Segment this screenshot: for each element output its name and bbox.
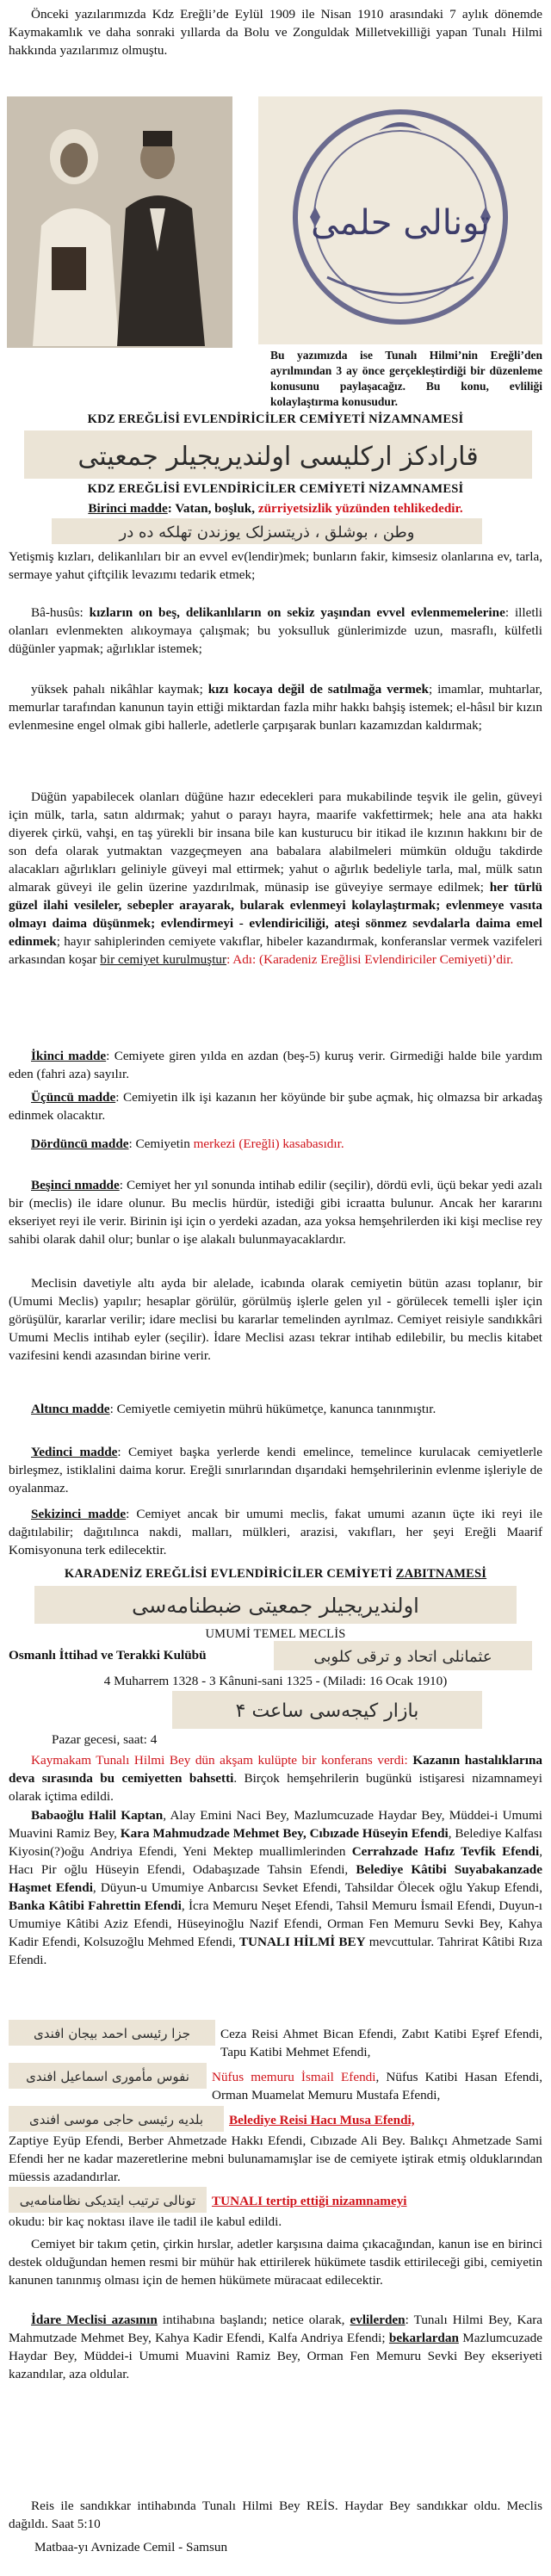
- paragraph-dugun: [9, 788, 542, 969]
- ottoman-strip-9-art: [9, 2187, 207, 2213]
- date-line-text: 4 Muharrem 1328 - 3 Kânuni-sani 1325 - (Miladi: 16 Ocak 1910): [103, 1674, 448, 1688]
- closing-2-text-2: : Tunalı Hilmi Bey, Kara Mahmutzade Mehmet Bey, Kahya Kadir Efendi, Kalfa Andriya Efendi;: [9, 2313, 543, 2345]
- attendees-paragraph: [9, 1806, 542, 1969]
- ottoman-strip-8-art: [9, 2106, 224, 2132]
- ceza-line: [220, 2025, 542, 2061]
- ottoman-title-strip-1-text: قارادکز ارکلیسی اولندیریجیلر جمعیتی: [77, 442, 479, 472]
- sunday-line: [52, 1731, 396, 1749]
- article-7-text: : Cemiyet başka yerlerde kendi emelince, temelince kurulacak cemiyetlerle birleşmez, istiklalini daima korur. Ereğli sınırlarından dışarıdaki hemşehrilerinin evlenme işleriyle de oyalanmaz.: [9, 1445, 542, 1495]
- ottoman-strip-3-text: اولندیریجیلر جمعیتی ضبطنامه‌سی: [132, 1594, 419, 1618]
- ottoman-strip-4: [274, 1641, 532, 1670]
- ottoman-strip-3: [34, 1586, 517, 1624]
- ottoman-strip-6-text: جزا رئیسی احمد بیجان افندی: [33, 2026, 191, 2041]
- article-4-text: : Cemiyetin: [128, 1136, 194, 1151]
- ottoman-strip-7: [9, 2063, 207, 2089]
- article-4-label: Dördüncü madde: [31, 1136, 129, 1151]
- ottoman-title-strip-1-art: [24, 430, 532, 479]
- photo-caption: [270, 348, 542, 410]
- evlilerden-label: evlilerden: [350, 2313, 406, 2327]
- bekarlardan-label: bekarlardan: [388, 2331, 459, 2345]
- attendees-text-1: , Alay Emini Naci Bey, Mazlumcuzade Haydar Bey, Müddei-i Umumi Muavini Ramiz Bey,: [9, 1808, 542, 1841]
- belediye-paragraph: [9, 2132, 542, 2186]
- lead-rest-text: . Birçok hemşehrilerin bugünkü istişaresi nizamnameyi olarak içtima edildi.: [9, 1771, 543, 1804]
- ottoman-strip-2-text: وطن ، بوشلق ، ذریتسزلک یوزندن تهلکه ده در: [119, 523, 415, 542]
- heading-zabitname-text: KARADENİZ EREĞLİSİ EVLENDİRİCİLER CEMİYETİ: [64, 1567, 396, 1581]
- imprint-line: [34, 2538, 534, 2556]
- date-line: [9, 1672, 542, 1690]
- belediye-red-text: Belediye Reisi Hacı Musa Efendi,: [229, 2113, 415, 2127]
- bilhusus-rest: : illetli olanları evlenmekten alıkoymaya çalışmak; bu yoksulluk günlerimizde uzun, masraflı, külfetli düğünler yapmak; ağırlıklar istemek;: [9, 605, 542, 656]
- ottoman-strip-4-text: عثمانلی اتحاد و ترقی کلوبی: [313, 1648, 492, 1666]
- heading-nizamname-2: [0, 482, 551, 497]
- tertip-red-text: TUNALI tertip ettiği nizamnameyi: [212, 2194, 407, 2208]
- ottoman-strip-5-art: [172, 1691, 482, 1729]
- closing-paragraph-3-text: Reis ile sandıkkar intihabında Tunalı Hilmi Bey REİS. Haydar Bey sandıkkar oldu. Meclis dağıldı. Saat 5:10: [9, 2499, 542, 2531]
- tertip-red-line: [212, 2192, 542, 2210]
- heading-zabitname-underlined: ZABITNAMESİ: [395, 1567, 487, 1581]
- article-6-text: : Cemiyetle cemiyetin mührü hükümetçe, kanunca tanınmıştır.: [109, 1402, 436, 1416]
- ottoman-strip-4-art: [274, 1641, 532, 1670]
- ottoman-strip-5: [172, 1691, 482, 1729]
- attendees-bold-4: Banka Kâtibi Fahrettin Efendi: [9, 1898, 182, 1913]
- belediye-rest-text: Zaptiye Eyüp Efendi, Berber Ahmetzade Hakkı Efendi, Cıbızade Ali Bey. Balıkçı Ahmetzade Sami Efendi her ne kadar mazeretlerine mebni bulunamamışlar ise de cemiyete iştirak etmiş olduklarından müessis azadandırlar.: [9, 2133, 542, 2184]
- ottoman-strip-2: [52, 518, 482, 544]
- ottoman-strip-6-art: [9, 2020, 215, 2046]
- article-7-label: Yedinci madde: [31, 1445, 118, 1459]
- belediye-red-line: [229, 2111, 542, 2129]
- ottoman-strip-9: [9, 2187, 207, 2213]
- paragraph-bilhusus: [9, 604, 542, 658]
- ottoman-strip-7-art: [9, 2063, 207, 2089]
- seal-image: [258, 96, 542, 344]
- article-5-paragraph-2-text: Meclisin davetiyle altı ayda bir alelade, icabında olarak cemiyetin bütün azası toplanır, bir (Umumi Meclis) yapılır; hesaplar görülür, görülmüş işlerle gelen yıl - görülecek temelli işler için görüşülür, kararlar verilir; idare meclisi bu kararlar temelinden ayrılmaz. Cemiyet reisiyle sandıkkâri Umumi Meclis intihab eyler (seçilir). İdare Meclisi azası tekrar intihab edilebilir, bu meclis kitabet vazifesini kendi azasından birine verir.: [9, 1276, 542, 1363]
- imprint-text: Matbaa-yı Avnizade Cemil - Samsun: [34, 2540, 228, 2554]
- seal-calligraphy: تونالی حلمی: [311, 203, 490, 243]
- tertip-rest-text: okudu: bir kaç noktası ilave ile tadil ile kabul edildi.: [9, 2214, 282, 2229]
- attendees-bold-1: Kara Mahmudzade Mehmet Bey, Cıbızade Hüseyin Efendi: [120, 1826, 449, 1841]
- dugun-rest: ; hayır sahiplerinden cemiyete vakıflar, hibeler kazandırmak, konferanslar vermek vazifeleri arkasından koşar: [9, 934, 542, 967]
- ottoman-seal: [258, 96, 542, 344]
- club-name-text: Osmanlı İttihad ve Terakki Kulübü: [9, 1648, 207, 1663]
- article-8: [9, 1505, 542, 1559]
- closing-paragraph-1: [9, 2235, 542, 2289]
- dugun-text: Düğün yapabilecek olanları düğüne hazır edecekleri para mukabilinde teşvik ile gelin, güveyi için mülk, tarla, satın aldırmak; yahut o parayı hayra, maarife vakfettirmek; hele ana ata hakkı diyerek çirkü, vahşi, en taş yürekli bir insana bile kan kusturucu bir itikad ile kızının hakkını bir de son defa olarak yutmaktan vazgeçmeyen ana babalara alabilmeleri mümkün olduğu takdirde alacakları ağırlıkları geliniyle güveyi mal ettirmek; yahut o ağırlık bedeliyle tarla, mal, mülk satın almarak güveyi ile gelin üzerine yazdırılmak, münasip ise güveyiye sermaye edilmek;: [9, 790, 542, 895]
- heading-nizamname-1: [0, 412, 551, 427]
- ottoman-title-strip-1: [24, 430, 532, 479]
- mehr-rest: ; imamlar, muhtarlar, memurlar tarafından kanunun tayin ettiği miktardan fazla mihr hakkı bahşiş istemek; el-hâsıl bir kızın evlenmesine engel olmak gibi hallerle, adetlerle çarpışarak bunları kazamızdan kaldırmak;: [9, 682, 542, 733]
- closing-paragraph-1-text: Cemiyet bir takım çetin, çirkin hırslar, adetler karşısına daima çıkacağından, kanun ise en birinci destek olduğundan hemen resmi bir mühür hak ettirilerek hükümete tasdik ettirileceği gibi, cemiyetin kanunen tanınmış olması için de hemen hükümete müracaat edilecektir.: [9, 2237, 542, 2288]
- lead-red-text: Kaymakam Tunalı Hilmi Bey dün akşam kulüpte bir konferans verdi:: [31, 1753, 408, 1768]
- attendees-text-3: , Hacı Pir oğlu Hüseyin Efendi, Odabaşızade Tahsin Efendi,: [9, 1844, 542, 1877]
- paragraph-youth-text: Yetişmiş kızları, delikanlıları bir an evvel ev(lendir)mek; bunların fakir, kimsesiz olanlarına ev, tarla, sermaye yahut çiftçilik levazımı tedarik etmek;: [9, 549, 542, 582]
- ottoman-strip-3-art: [34, 1586, 517, 1624]
- article-1-red-text: zürriyetsizlik yüzünden tehlikededir.: [257, 501, 463, 516]
- attendees-text-2: , Belediye Kalfası Kiyosin(?)oğu Andriya Efendi, Yeni Mektep muallimlerinden: [9, 1826, 542, 1859]
- closing-2-text-3: Mazlumcuzade Haydar Bey, Müddei-i Umumi Muavini Ramiz Bey, Orman Fen Memuru Sevki Bey ekseriyeti kazandılar, aza oldular.: [9, 2331, 543, 2381]
- article-8-label: Sekizinci madde: [31, 1507, 127, 1521]
- intro-text: Önceki yazılarımızda Kdz Ereğli’de Eylül 1909 ile Nisan 1910 arasındaki 7 aylık dönemde Kaymakamlık ve daha sonraki yıllarda da Bolu ve Zonguldak Milletvekilliği yapan Tunalı Hilmi hakkında yazılarımız olmuştu.: [9, 7, 542, 58]
- dugun-underlined: bir cemiyet kurulmuştur: [100, 952, 227, 967]
- article-7: [9, 1443, 542, 1497]
- attendees-bold-3: Belediye Kâtibi Suyabakanzade Haşmet Efendi: [9, 1862, 542, 1895]
- attendees-text-6: mevcuttular. Tahrirat Kâtibi Rıza Efendi.: [9, 1935, 542, 1967]
- intro-paragraph: [9, 5, 542, 59]
- article-8-text: : Cemiyet ancak bir umumi meclis, fakat umumi azanın üçte iki reyi ile dağıtılabilir; dağıtılınca nakdi, malları, mülkleri, arazisi, vakıfları, her şeyi Ereğli Maarif Komisyonuna terk edilecektir.: [9, 1507, 542, 1557]
- heading-zabitname: [0, 1567, 551, 1582]
- paragraph-mehr: [9, 680, 542, 734]
- article-1: [9, 499, 542, 517]
- nufus-red-text: Nüfus memuru İsmail Efendi: [212, 2070, 376, 2084]
- ottoman-strip-9-text: تونالی ترتیب ایتدیکی نظامنامه‌یی: [19, 2193, 196, 2208]
- article-1-text: : Vatan, boşluk,: [167, 501, 258, 516]
- heading-nizamname-1-text: KDZ EREĞLİSİ EVLENDİRİCİLER CEMİYETİ NİZAMNAMESİ: [87, 412, 464, 426]
- heading-umumi-meclis-text: UMUMİ TEMEL MECLİS: [205, 1627, 346, 1641]
- closing-paragraph-2: [9, 2311, 542, 2383]
- photo-caption-text: Bu yazımızda ise Tunalı Hilmi’nin Ereğli’den ayrılmından 3 ay önce gerçekleştirdiği bir düzenleme konusunu paylaşacağız. Bu konu, evliliği kolaylaştırma konusudur.: [270, 349, 542, 408]
- couple-photo-image: [7, 96, 232, 348]
- article-4: [9, 1135, 542, 1153]
- bilhusus-lead: Bâ-husûs:: [31, 605, 90, 620]
- closing-paragraph-3: [9, 2497, 542, 2533]
- article-5: [9, 1176, 542, 1248]
- article-2-label: İkinci madde: [31, 1049, 107, 1063]
- article-6-label: Altıncı madde: [31, 1402, 110, 1416]
- attendees-text-4: , Düyun-u Umumiye Anbarcısı Sevket Efendi, Tahsildar Ölecek oğlu Yakup Efendi,: [92, 1880, 543, 1895]
- sunday-line-text: Pazar gecesi, saat: 4: [52, 1732, 158, 1747]
- mehr-bold: kızı kocaya değil de satılmağa vermek: [207, 682, 429, 697]
- article-6: [9, 1400, 542, 1418]
- ottoman-strip-6: [9, 2020, 215, 2046]
- article-3-label: Üçüncü madde: [31, 1090, 116, 1105]
- article-5-paragraph-2: [9, 1274, 542, 1365]
- attendee-halil: Babaoğlu Halil Kaptan: [31, 1808, 164, 1823]
- nufus-rest-text: , Nüfus Katibi Hasan Efendi, Orman Muamelat Memuru Mustafa Efendi,: [212, 2070, 542, 2102]
- ottoman-strip-2-art: [52, 518, 482, 544]
- idare-meclisi-label: İdare Meclisi azasının: [31, 2313, 158, 2327]
- article-5-text: : Cemiyet her yıl sonunda intihab edilir (seçilir), dördü evli, üçü bekar yedi azalı bir (meclis) ile idare olunur. Bu meclis hürdür, istediği gibi icraatta bulunur. Ancak her kararını ekseriyet reyi ile verir. Birinin işi için o yerdeki azadan, aza yoksa hemşehrilerden iki kişi meclise rey sahibi olarak dahil olur; bunlar o işe alakalı bulunmayacaklardır.: [9, 1178, 543, 1247]
- ottoman-strip-8-text: بلدیه رئیسی حاجی موسی افندی: [28, 2112, 204, 2127]
- ceza-line-text: Ceza Reisi Ahmet Bican Efendi, Zabıt Katibi Eşref Efendi, Tapu Katibi Mehmet Efendi,: [220, 2027, 542, 2059]
- tertip-paragraph: [9, 2213, 542, 2231]
- article-3-text: : Cemiyetin ilk işi kazanın her köyünde bir şube açmak, hiç olmazsa bir arkadaş edinmek olacaktır.: [9, 1090, 542, 1123]
- attendees-bold-2: Cerrahzade Hafız Tevfik Efendi: [351, 1844, 540, 1859]
- paragraph-youth: [9, 548, 542, 584]
- article-5-label: Beşinci nmadde: [31, 1178, 120, 1192]
- ottoman-strip-8: [9, 2106, 224, 2132]
- couple-photo: [7, 96, 232, 348]
- lead-paragraph: [9, 1751, 542, 1805]
- ottoman-strip-7-text: نفوس مأموری اسماعیل افندی: [26, 2069, 189, 2084]
- dugun-bold: her türlü güzel ilahi vesileler, sebepler arayarak, bularak evlenmeyi kolaylaştırmak; evlenmeye vasıta olmayı daima düşünmek; evlendirmeyi - evlendiriciliği, ateşi sönmez sevdalarla daima emel edinmek: [9, 880, 542, 949]
- closing-2-text-1: intihabına başlandı; netice olarak,: [157, 2313, 350, 2327]
- article-4-red-text: merkezi (Ereğli) kasabasıdır.: [193, 1136, 344, 1151]
- attendees-text-5: , İcra Memuru Neşet Efendi, Tahsil Memuru İsmail Efendi, Duyun-ı Umumiye Kâtibi Aziz Efendi, Hüseyinoğlu Nazif Efendi, Orman Fen Memuru Sevki Bey, Kahya Kadir Efendi, Kolsuzoğlu Mehmed Efendi,: [9, 1898, 542, 1949]
- article-3: [9, 1088, 542, 1124]
- dugun-red-name: : Adı: (Karadeniz Ereğlisi Evlendiriciler Cemiyeti)’dir.: [226, 952, 514, 967]
- article-1-label: Birinci madde: [88, 501, 168, 516]
- nufus-line: [212, 2068, 542, 2104]
- lead-bold-text: Kazanın hastalıklarına deva sırasında bu cemiyetten bahsetti: [9, 1753, 542, 1786]
- article-2-text: : Cemiyete giren yılda en azdan (beş-5) kuruş verir. Girmediği halde bile yardım eden (fahri aza) sayılır.: [9, 1049, 542, 1081]
- attendees-tunali: TUNALI HİLMİ BEY: [238, 1935, 366, 1949]
- article-2: [9, 1047, 542, 1083]
- bilhusus-bold: kızların on beş, delikanlıların on sekiz yaşından evvel evlenmemelerine: [89, 605, 505, 620]
- mehr-lead: yüksek pahalı nikâhlar kaymak;: [31, 682, 208, 697]
- heading-nizamname-2-text: KDZ EREĞLİSİ EVLENDİRİCİLER CEMİYETİ NİZAMNAMESİ: [87, 482, 464, 496]
- heading-umumi-meclis: [0, 1627, 551, 1642]
- ottoman-strip-5-text: بازار کیجه‌سی ساعت ۴: [235, 1700, 419, 1722]
